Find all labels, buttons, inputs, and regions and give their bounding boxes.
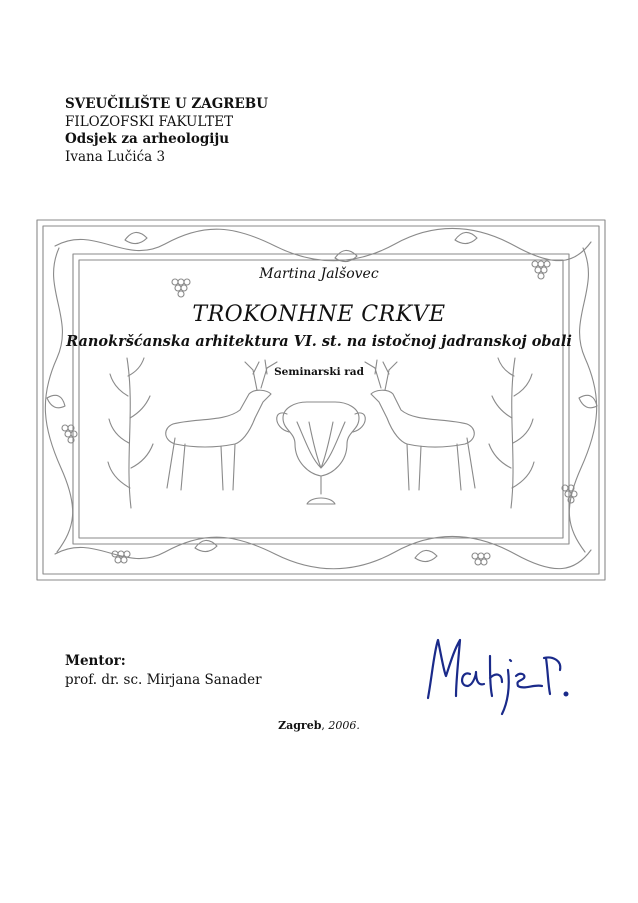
vine-leaves (125, 232, 477, 261)
place-date: Zagreb, 2006. (278, 719, 360, 732)
faculty-name: FILOZOFSKI FAKULTET (65, 113, 234, 130)
chalice (277, 402, 366, 504)
document-type: Seminarski rad (274, 366, 364, 378)
vine-right (569, 248, 596, 552)
vine-left (45, 248, 72, 552)
department-name: Odsjek za arheologiju (65, 131, 230, 148)
year: 2006. (328, 719, 360, 732)
place: Zagreb (278, 719, 322, 732)
institution-header (65, 96, 268, 166)
stag-left (166, 360, 277, 490)
author-name: Martina Jalšovec (259, 266, 379, 282)
thesis-subtitle: Ranokršćanska arhitektura VI. st. na istočnoj jadranskoj obali (66, 333, 572, 350)
vine-bottom (55, 536, 591, 568)
mentor-name: prof. dr. sc. Mirjana Sanader (65, 672, 262, 688)
tree-trunk (511, 358, 515, 508)
stag-right (365, 360, 475, 490)
inner-frame-line (73, 254, 569, 544)
vine-top (55, 228, 591, 260)
address: Ivana Lučića 3 (65, 148, 166, 165)
mentor-block (65, 652, 262, 690)
signature (398, 616, 584, 722)
university-name: SVEUČILIŠTE U ZAGREBU (65, 96, 268, 112)
mentor-label: Mentor: (65, 653, 126, 669)
thesis-title: TROKONHNE CRKVE (192, 302, 446, 327)
tree-trunk (127, 358, 131, 508)
